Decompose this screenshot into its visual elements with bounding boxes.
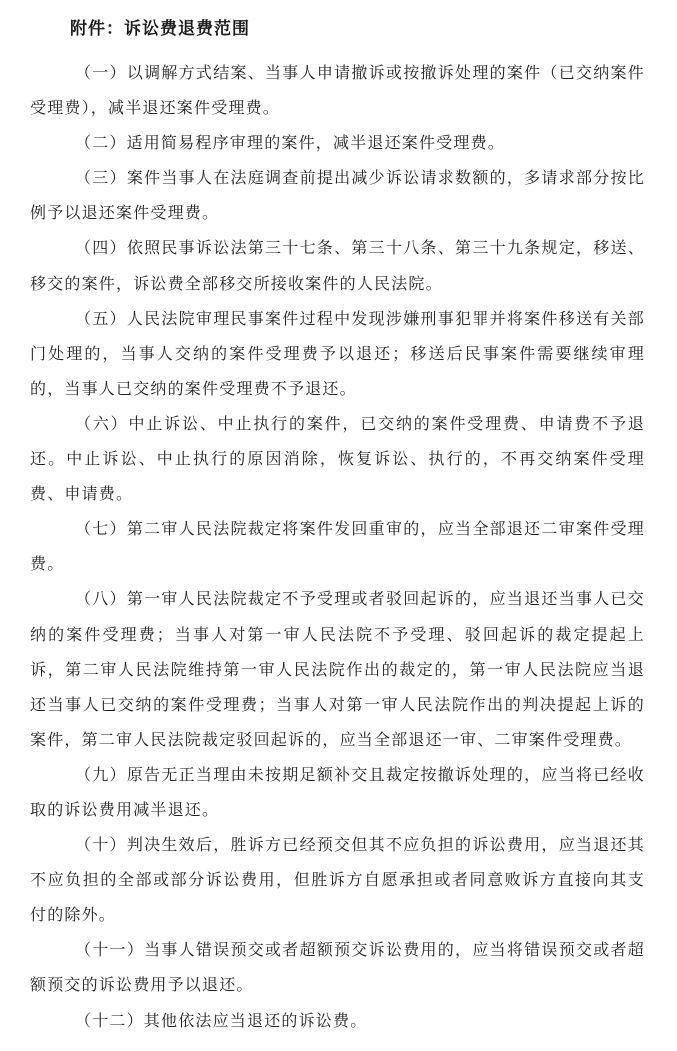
paragraph-1: （一）以调解方式结案、当事人申请撤诉或按撤诉处理的案件（已交纳案件受理费），减半退还案件受理费。: [30, 63, 645, 118]
paragraph-9: （九）原告无正当理由未按期足额补交且裁定按撤诉处理的，应当将已经收取的诉讼费用减半退还。: [30, 764, 645, 819]
paragraph-7: （七）第二审人民法院裁定将案件发回重审的，应当全部退还二审案件受理费。: [30, 519, 645, 574]
paragraph-3: （三）案件当事人在法庭调查前提出减少诉讼请求数额的，多请求部分按比例予以退还案件受理费。: [30, 168, 645, 223]
document-body: [30, 55, 645, 1038]
paragraph-4: （四）依照民事诉讼法第三十七条、第三十八条、第三十九条规定，移送、移交的案件，诉讼费全部移交所接收案件的人民法院。: [30, 238, 645, 293]
paragraph-6: （六）中止诉讼、中止执行的案件，已交纳的案件受理费、申请费不予退还。中止诉讼、中止执行的原因消除，恢复诉讼、执行的，不再交纳案件受理费、申请费。: [30, 413, 645, 504]
paragraph-2: （二）适用简易程序审理的案件，减半退还案件受理费。: [75, 133, 506, 153]
document-title: 附件：诉讼费退费范围: [70, 19, 250, 39]
paragraph-8: （八）第一审人民法院裁定不予受理或者驳回起诉的，应当退还当事人已交纳的案件受理费；当事人对第一审人民法院不予受理、驳回起诉的裁定提起上诉，第二审人民法院维持第一审人民法院作出的裁定的，第一审人民法院应当退还当事人已交纳的案件受理费；当事人对第一审人民法院作出的判决提起上诉的案件，第二审人民法院裁定驳回起诉的，应当全部退还一审、二审案件受理费。: [30, 589, 645, 749]
paragraph-12: （十二）其他依法应当退还的诉讼费。: [75, 1010, 368, 1030]
paragraph-10: （十）判决生效后，胜诉方已经预交但其不应负担的诉讼费用，应当退还其不应负担的全部或部分诉讼费用，但胜诉方自愿承担或者同意败诉方直接向其支付的除外。: [30, 835, 645, 925]
paragraph-11: （十一）当事人错误预交或者超额预交诉讼费用的，应当将错误预交或者超额预交的诉讼费用予以退还。: [30, 940, 645, 995]
paragraph-5: （五）人民法院审理民事案件过程中发现涉嫌刑事犯罪并将案件移送有关部门处理的，当事人交纳的案件受理费予以退还；移送后民事案件需要继续审理的，当事人已交纳的案件受理费不予退还。: [30, 308, 645, 398]
